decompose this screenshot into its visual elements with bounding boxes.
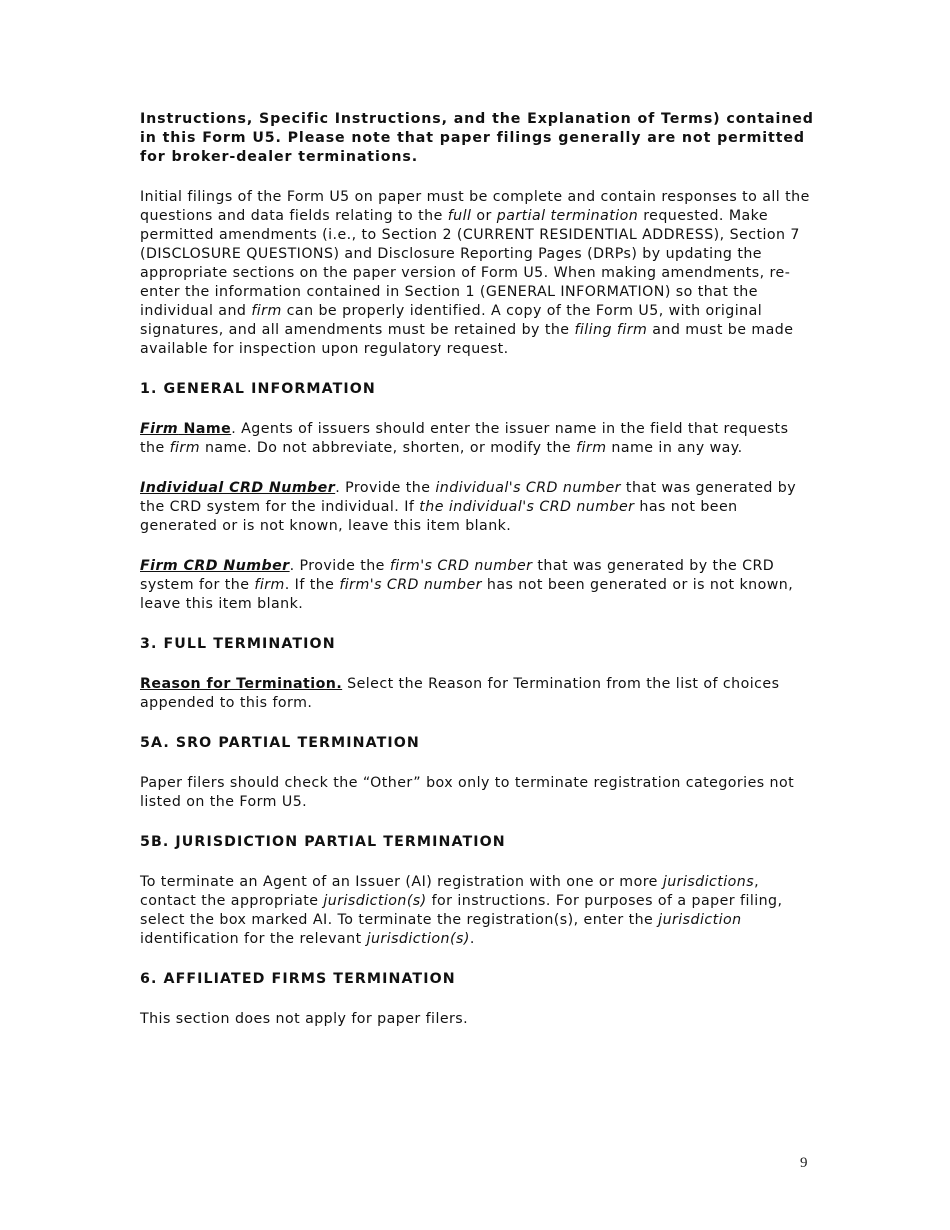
firm-name-term-b: Name xyxy=(178,421,232,437)
jurisdiction-italic-4: jurisdiction(s) xyxy=(366,931,470,947)
jurisdiction-italic-2: jurisdiction(s) xyxy=(323,893,427,909)
heading-affiliated-firms-termination: 6. AFFILIATED FIRMS TERMINATION xyxy=(140,971,456,987)
jurisdiction-partial-paragraph xyxy=(140,873,815,949)
heading-general-information: 1. GENERAL INFORMATION xyxy=(140,381,376,397)
intro-firm-term: firm xyxy=(251,303,282,319)
jurisdiction-italic-3: jurisdiction xyxy=(658,912,742,928)
intro-text-3: requested. Make permitted amendments (i.e., to Section 2 (CURRENT RESIDENTIAL ADDRESS), Section 7 (DISCLOSURE QUESTIONS) and Disclosure Reporting Pages (DRPs) by updating the appropriate sections on the paper version of Form U5. When making amendments, re-enter the information contained in Section 1 (GENERAL INFORMATION) so that the individual and xyxy=(140,208,800,319)
firm-crd-text-4: has not been generated or is not known, leave this item blank. xyxy=(140,577,794,612)
firm-crd-italic-2: firm xyxy=(254,577,285,593)
reason-termination-text: Select the Reason for Termination from the list of choices appended to this form. xyxy=(140,676,780,711)
intro-filing-firm-term: filing firm xyxy=(574,322,648,338)
firm-name-text-3: name in any way. xyxy=(606,440,743,456)
firm-name-term-a: Firm xyxy=(140,421,179,437)
individual-crd-text-3: has not been generated or is not known, leave this item blank. xyxy=(140,499,738,534)
jurisdiction-text-4: identification for the relevant xyxy=(140,931,367,947)
individual-crd-term: Individual CRD Number xyxy=(140,480,336,496)
intro-text-4: can be properly identified. A copy of the Form U5, with original signatures, and all amendments must be retained by the xyxy=(140,303,763,338)
intro-text-2: or xyxy=(471,208,497,224)
page-number: 9 xyxy=(800,1155,808,1171)
firm-name-firm-2: firm xyxy=(576,440,607,456)
firm-name-term xyxy=(140,421,231,437)
individual-crd-italic-2: the individual's CRD number xyxy=(419,499,635,515)
individual-crd-text-2: that was generated by the CRD system for the individual. If xyxy=(140,480,797,515)
reason-termination-term: Reason for Termination. xyxy=(140,676,343,692)
individual-crd-text-1: . Provide the xyxy=(335,480,436,496)
jurisdiction-text-1: To terminate an Agent of an Issuer (AI) registration with one or more xyxy=(140,874,663,890)
intro-full-term: full xyxy=(447,208,472,224)
jurisdiction-text-2: , contact the appropriate xyxy=(140,874,760,909)
jurisdiction-text-5: . xyxy=(469,931,475,947)
sro-partial-paragraph: Paper filers should check the “Other” box only to terminate registration categories not listed on the Form U5. xyxy=(140,775,795,810)
jurisdiction-text-3: for instructions. For purposes of a paper filing, select the box marked AI. To terminate the registration(s), enter the xyxy=(140,893,783,928)
firm-crd-text-2: that was generated by the CRD system for the xyxy=(140,558,775,593)
heading-jurisdiction-partial-termination: 5B. JURISDICTION PARTIAL TERMINATION xyxy=(140,834,506,850)
firm-crd-italic-1: firm's CRD number xyxy=(389,558,533,574)
intro-text-1: Initial filings of the Form U5 on paper must be complete and contain responses to all the questions and data fields relating to the xyxy=(140,189,810,224)
firm-crd-text-1: . Provide the xyxy=(289,558,390,574)
intro-partial-term: partial termination xyxy=(496,208,639,224)
affiliated-firms-paragraph: This section does not apply for paper filers. xyxy=(140,1011,469,1027)
heading-sro-partial-termination: 5A. SRO PARTIAL TERMINATION xyxy=(140,735,420,751)
individual-crd-paragraph xyxy=(140,479,815,536)
firm-name-text-2: name. Do not abbreviate, shorten, or modify the xyxy=(199,440,577,456)
firm-name-firm-1: firm xyxy=(169,440,200,456)
firm-crd-paragraph xyxy=(140,557,815,614)
firm-crd-text-3: . If the xyxy=(284,577,340,593)
heading-full-termination: 3. FULL TERMINATION xyxy=(140,636,336,652)
firm-name-text-1: . Agents of issuers should enter the issuer name in the field that requests the xyxy=(140,421,789,456)
document-page xyxy=(140,110,815,1050)
intro-paragraph xyxy=(140,188,815,359)
intro-bold-paragraph: Instructions, Specific Instructions, and the Explanation of Terms) contained in this Form U5. Please note that paper filings generally are not permitted for broker-dealer terminations. xyxy=(140,111,814,165)
firm-name-paragraph xyxy=(140,420,815,458)
firm-crd-term: Firm CRD Number xyxy=(140,558,290,574)
firm-crd-italic-3: firm's CRD number xyxy=(339,577,482,593)
reason-termination-paragraph xyxy=(140,675,815,713)
jurisdiction-italic-1: jurisdictions xyxy=(662,874,755,890)
individual-crd-italic-1: individual's CRD number xyxy=(435,480,621,496)
intro-text-5: and must be made available for inspection upon regulatory request. xyxy=(140,322,794,357)
